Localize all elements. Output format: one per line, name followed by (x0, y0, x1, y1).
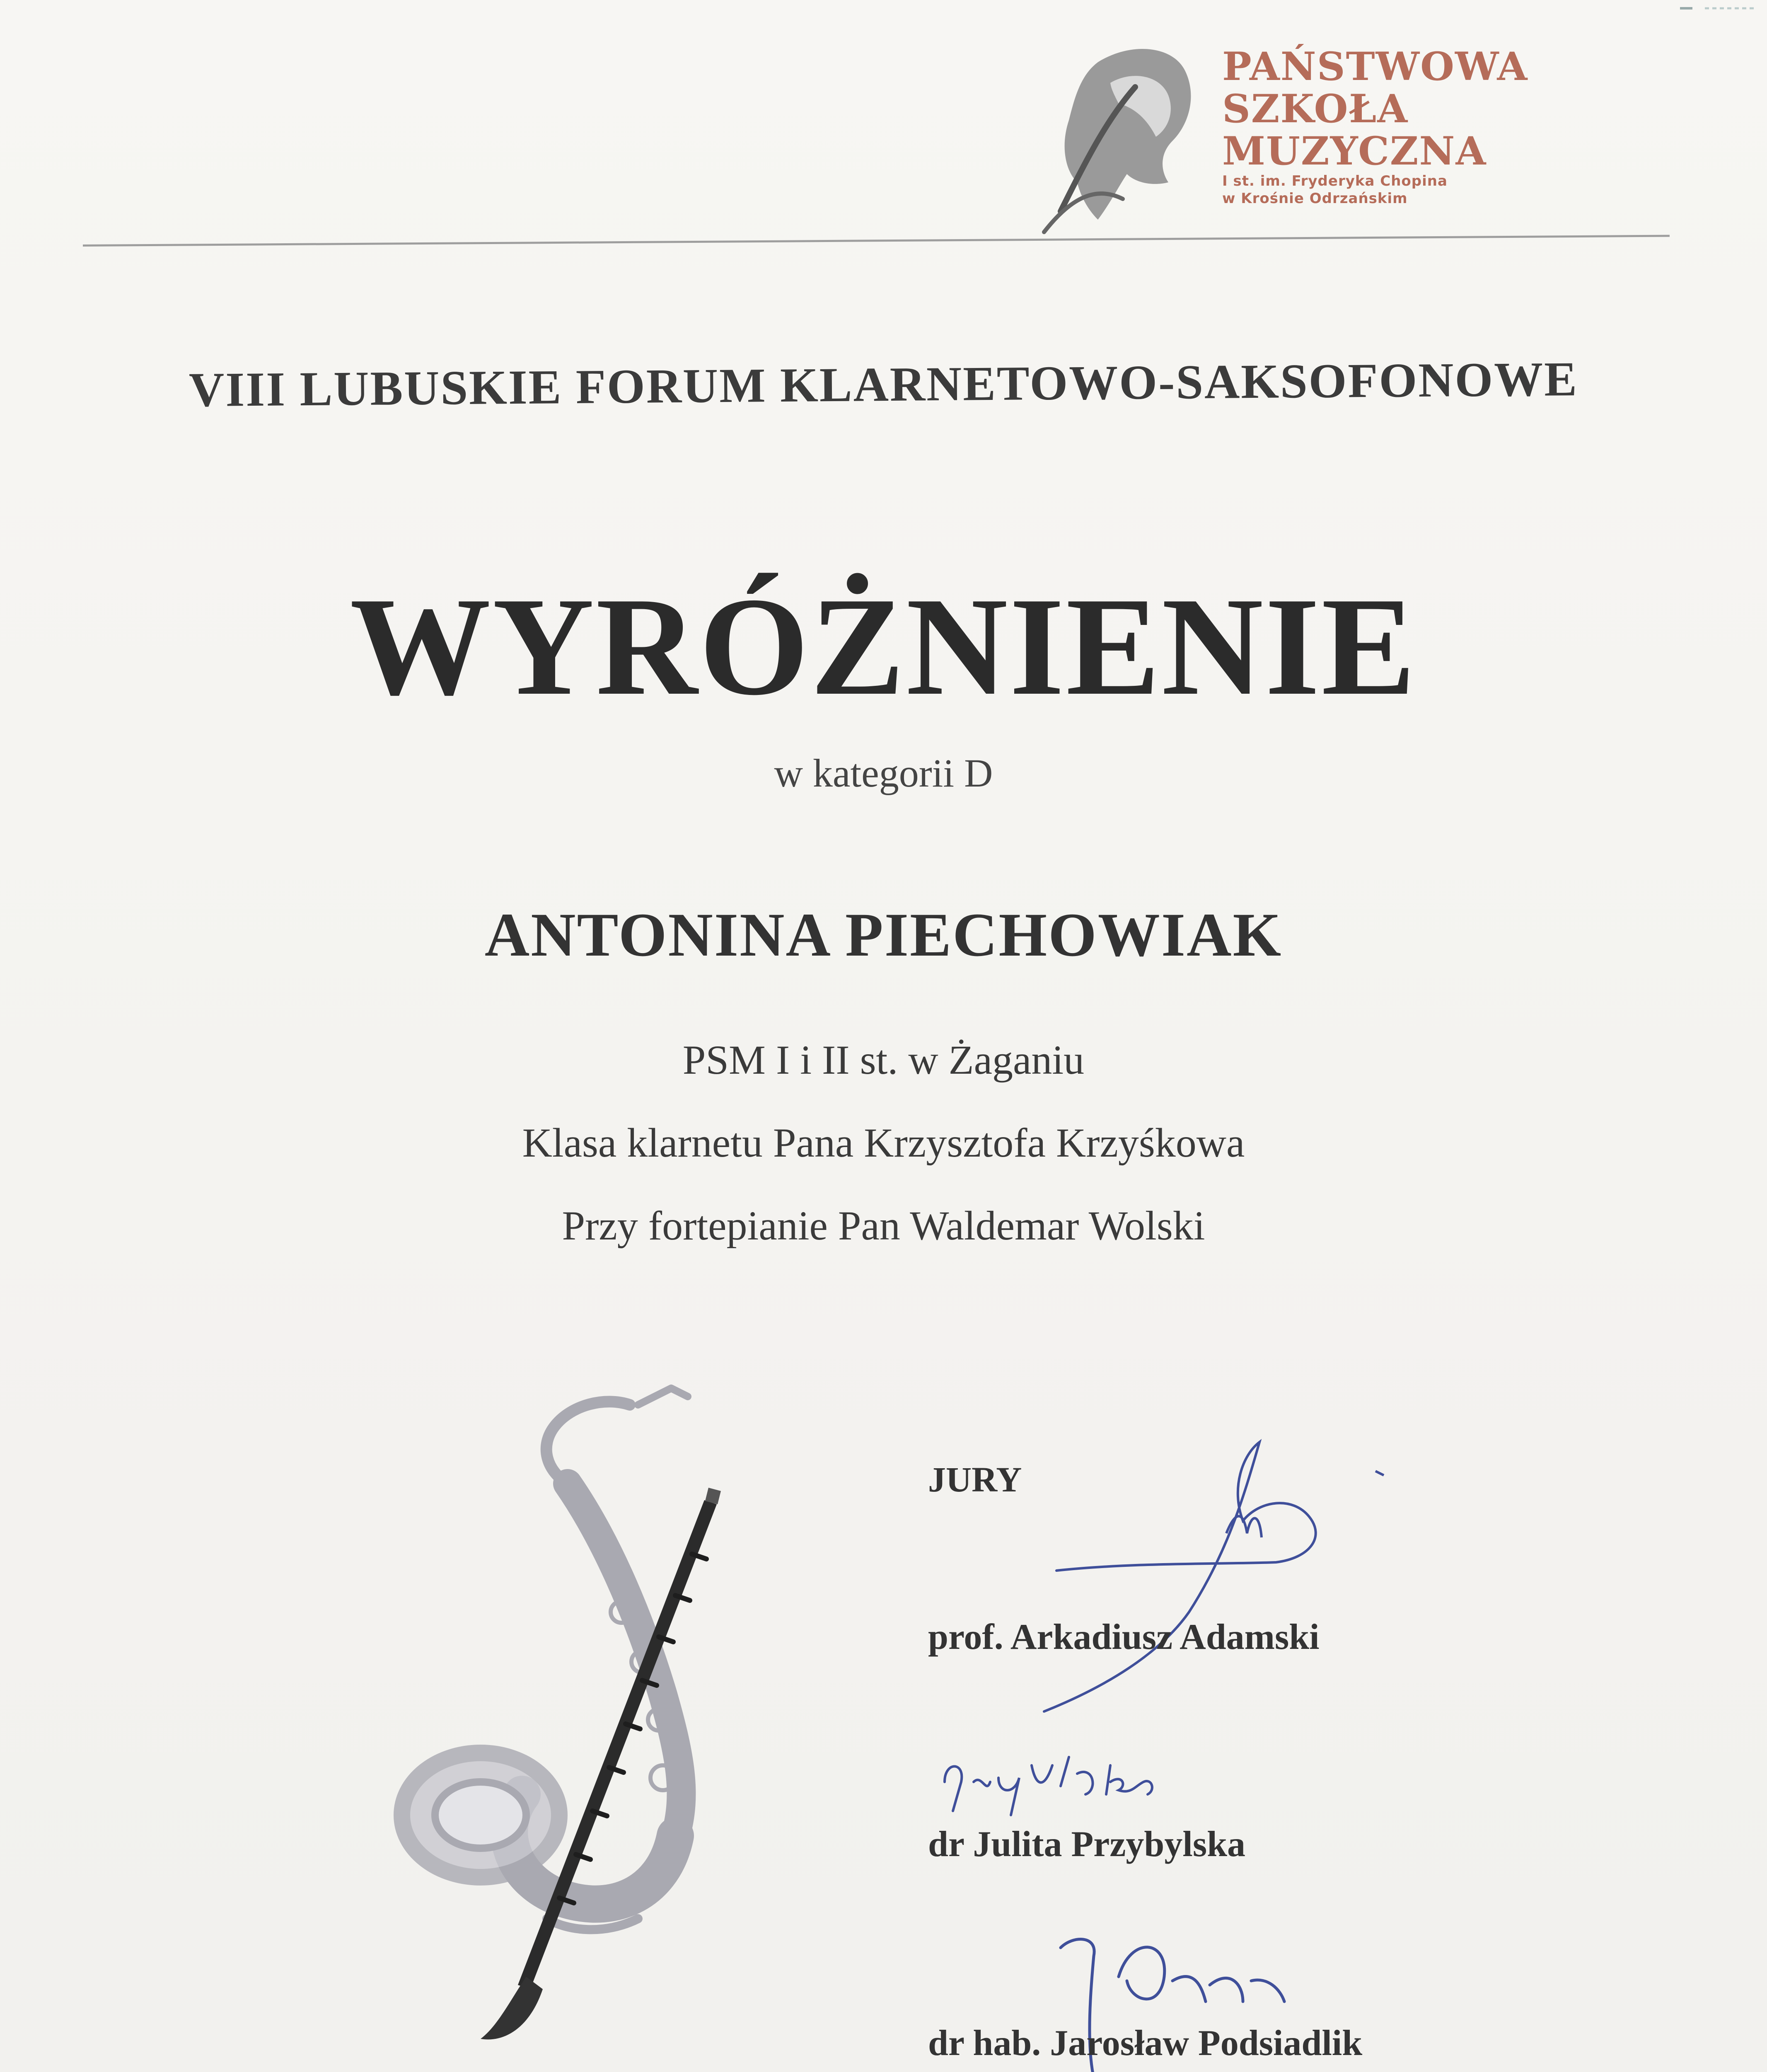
jury-block (928, 1450, 1715, 2072)
school-logo (1036, 37, 1574, 244)
jury-member: dr hab. Jarosław Podsiadlik (928, 2023, 1363, 2063)
logo-line: SZKOŁA (1222, 86, 1409, 132)
signature-przybylska (936, 1749, 1226, 1823)
event-title: VIII LUBUSKIE FORUM KLARNETOWO-SAKSOFONOWE (189, 351, 1578, 417)
jury-title: JURY (928, 1460, 1022, 1499)
scan-edge-marks (1676, 0, 1759, 17)
award-category: w kategorii D (774, 751, 993, 795)
saxophone-clarinet-illustration (373, 1380, 829, 2043)
chopin-portrait-icon (1036, 37, 1230, 236)
logo-subline: w Krośnie Odrzańskim (1222, 190, 1408, 207)
award-title: WYRÓŻNIENIE (350, 568, 1417, 724)
logo-line: PAŃSTWOWA (1222, 44, 1528, 90)
logo-subline: I st. im. Fryderyka Chopina (1222, 173, 1448, 189)
teacher-class: Klasa klarnetu Pana Krzysztofa Krzyśkowa (522, 1120, 1245, 1166)
signature-adamski (1011, 1438, 1425, 1728)
logo-text (1222, 46, 1528, 207)
accompanist: Przy fortepianie Pan Waldemar Wolski (562, 1203, 1205, 1249)
recipient-school: PSM I i II st. w Żaganiu (682, 1037, 1085, 1083)
logo-line: MUZYCZNA (1222, 128, 1487, 174)
jury-member: dr Julita Przybylska (928, 1824, 1246, 1864)
jury-member: prof. Arkadiusz Adamski (928, 1617, 1320, 1657)
recipient-name: ANTONINA PIECHOWIAK (484, 900, 1283, 969)
